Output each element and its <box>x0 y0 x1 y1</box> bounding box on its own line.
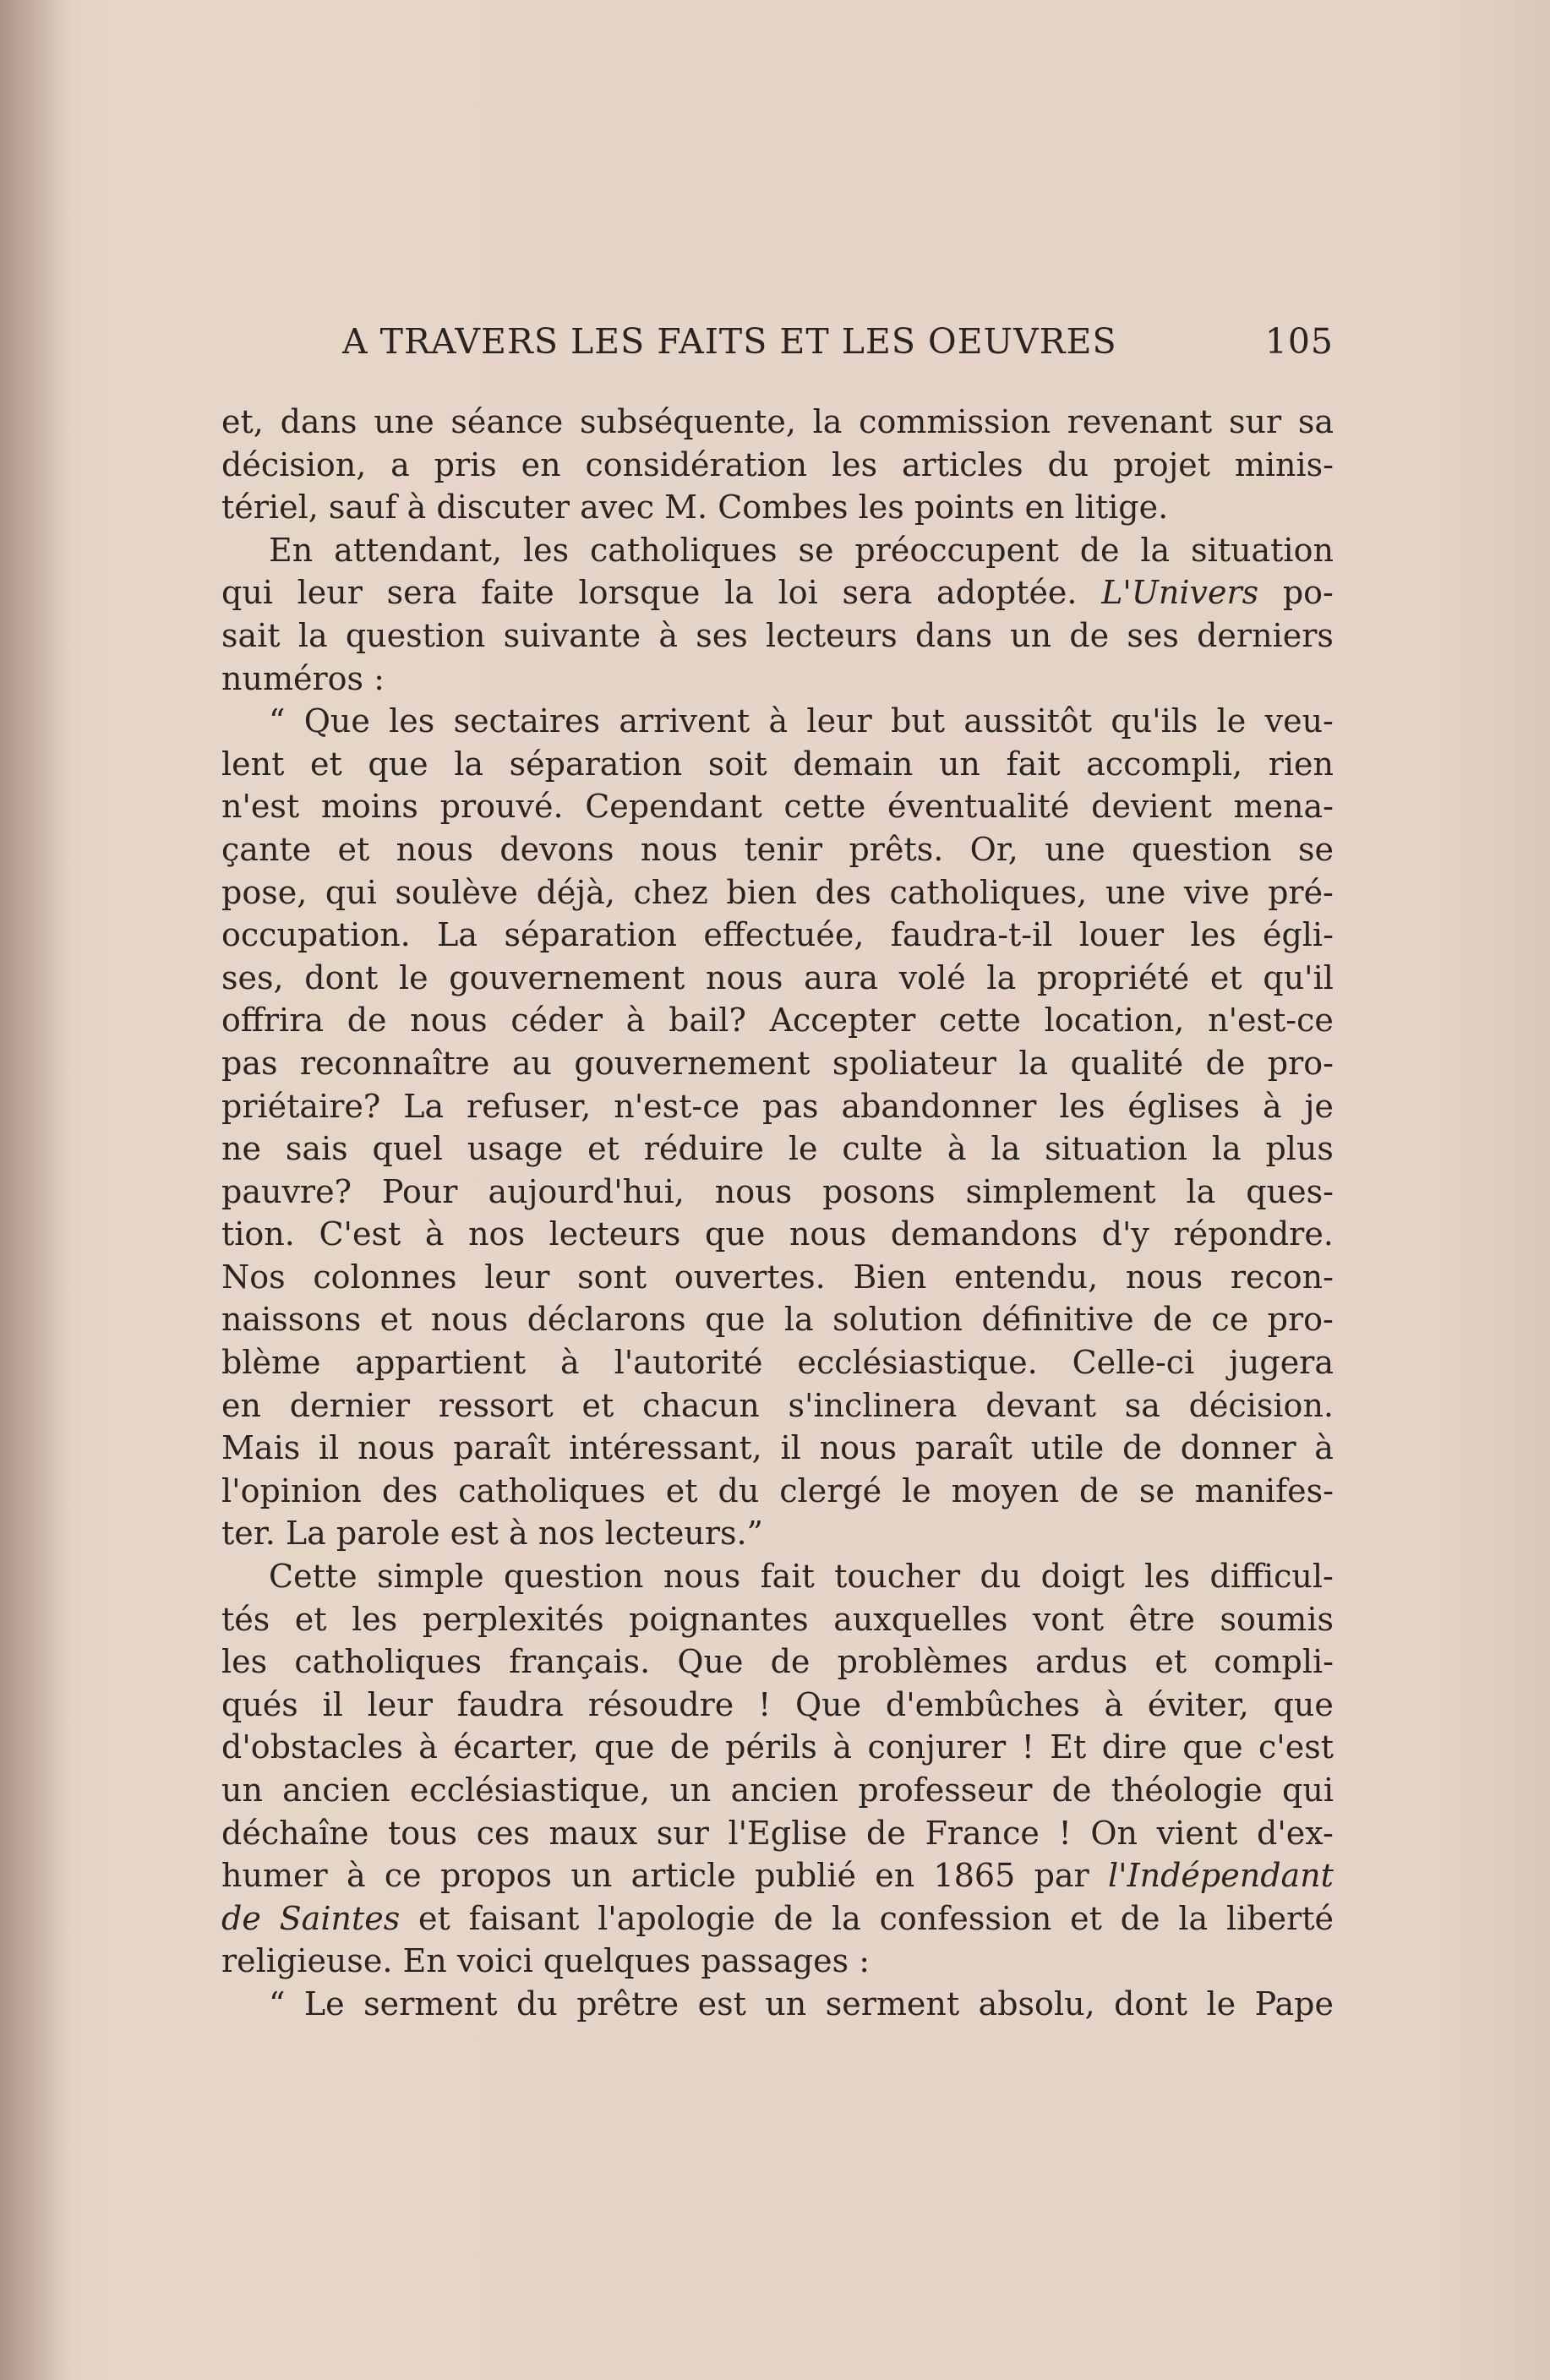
text-line: tés et les perplexités poignantes auxquelles vont être soumis <box>221 1600 1334 1638</box>
book-gutter-shadow <box>0 0 72 2380</box>
text-line: et, dans une séance subséquente, la commission revenant sur sa <box>221 403 1334 440</box>
text-line: tion. C'est à nos lecteurs que nous demandons d'y répondre. <box>221 1215 1334 1253</box>
text-line: qués il leur faudra résoudre ! Que d'embûches à éviter, que <box>221 1685 1334 1723</box>
text-line: humer à ce propos un article publié en 1865 par l'Indépendant <box>221 1857 1334 1895</box>
text-line: d'obstacles à écarter, que de périls à conjurer ! Et dire que c'est <box>221 1728 1334 1766</box>
body-text <box>221 401 1334 2026</box>
text-line: naissons et nous déclarons que la solution définitive de ce pro- <box>221 1301 1334 1339</box>
text-line: numéros : <box>221 659 385 697</box>
text-line: pose, qui soulève déjà, chez bien des catholiques, une vive pré- <box>221 873 1334 911</box>
book-page <box>221 321 1334 2026</box>
text-line: çante et nous devons nous tenir prêts. Or, une question se <box>221 830 1334 868</box>
text-line: en dernier ressort et chacun s'inclinera devant sa décision. <box>221 1386 1334 1424</box>
text-line: blème appartient à l'autorité ecclésiastique. Celle-ci jugera <box>221 1344 1334 1382</box>
text-line: qui leur sera faite lorsque la loi sera adoptée. L'Univers po- <box>221 574 1334 612</box>
running-title: A TRAVERS LES FAITS ET LES OEUVRES <box>342 321 1117 362</box>
text-line: offrira de nous céder à bail? Accepter cette location, n'est-ce <box>221 1002 1334 1040</box>
text-line: Nos colonnes leur sont ouvertes. Bien entendu, nous recon- <box>221 1258 1334 1296</box>
text-line: sait la question suivante à ses lecteurs dans un de ses derniers <box>221 616 1334 654</box>
text-line: ter. La parole est à nos lecteurs.” <box>221 1515 763 1553</box>
text-line: “ Que les sectaires arrivent à leur but aussitôt qu'ils le veu- <box>269 702 1334 740</box>
text-line: pas reconnaître au gouvernement spoliateur la qualité de pro- <box>221 1044 1334 1082</box>
text-line: “ Le serment du prêtre est un serment absolu, dont le Pape <box>269 1984 1334 2022</box>
text-line: Mais il nous paraît intéressant, il nous paraît utile de donner à <box>221 1429 1334 1467</box>
text-line: les catholiques français. Que de problèmes ardus et compli- <box>221 1643 1334 1681</box>
text-line: n'est moins prouvé. Cependant cette éventualité devient mena- <box>221 788 1334 826</box>
text-line: En attendant, les catholiques se préoccupent de la situation <box>269 531 1334 569</box>
text-line: tériel, sauf à discuter avec M. Combes les points en litige. <box>221 489 1169 527</box>
text-line: ne sais quel usage et réduire le culte à la situation la plus <box>221 1130 1334 1168</box>
text-line: l'opinion des catholiques et du clergé le moyen de se manifes- <box>221 1471 1334 1509</box>
text-line: religieuse. En voici quelques passages : <box>221 1942 871 1980</box>
text-line: un ancien ecclésiastique, un ancien professeur de théologie qui <box>221 1771 1334 1809</box>
text-line: lent et que la séparation soit demain un fait accompli, rien <box>221 745 1334 783</box>
running-head <box>221 321 1334 372</box>
text-line: Cette simple question nous fait toucher du doigt les difficul- <box>269 1558 1334 1596</box>
text-line: occupation. La séparation effectuée, faudra-t-il louer les égli- <box>221 916 1334 954</box>
text-line: de Saintes et faisant l'apologie de la confession et de la liberté <box>221 1899 1334 1937</box>
text-line: déchaîne tous ces maux sur l'Eglise de France ! On vient d'ex- <box>221 1814 1334 1852</box>
text-line: décision, a pris en considération les articles du projet minis- <box>221 445 1334 483</box>
text-line: priétaire? La refuser, n'est-ce pas abandonner les églises à je <box>221 1087 1334 1125</box>
text-line: pauvre? Pour aujourd'hui, nous posons simplement la ques- <box>221 1172 1334 1210</box>
page-number: 105 <box>1264 321 1334 362</box>
text-line: ses, dont le gouvernement nous aura volé la propriété et qu'il <box>221 958 1334 996</box>
